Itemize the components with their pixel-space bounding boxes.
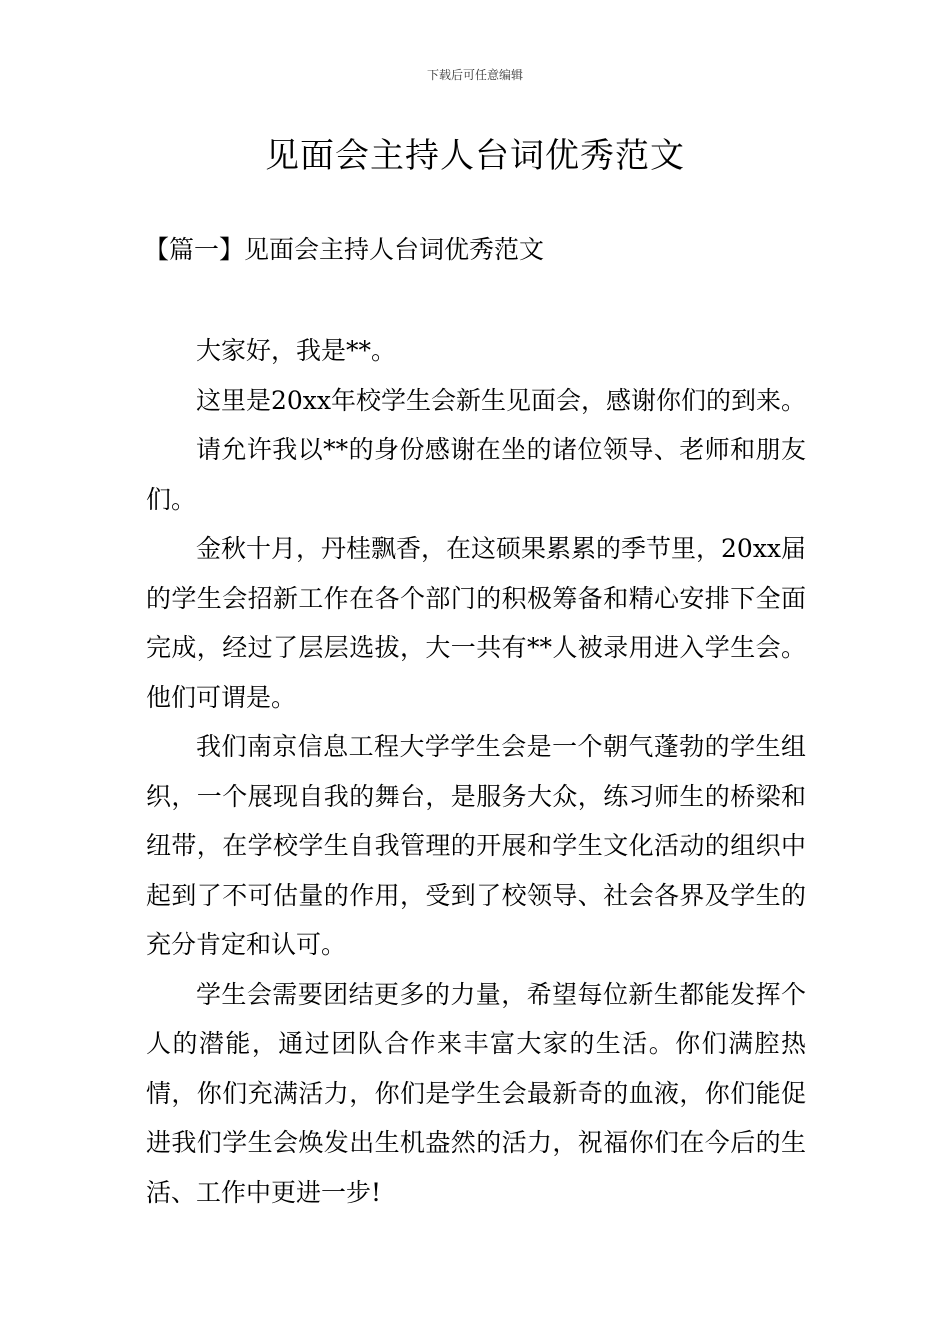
- paragraph-union-intro: 我们南京信息工程大学学生会是一个朝气蓬勃的学生组织，一个展现自我的舞台，是服务大众，练习师生的桥梁和纽带，在学校学生自我管理的开展和学生文化活动的组织中起到了不可估量的作用，受到了校领导、社会各界及学生的充分肯定和认可。: [146, 732, 806, 959]
- body-text: [146, 326, 806, 1217]
- paragraph-thanks: 请允许我以**的身份感谢在坐的诸位领导、老师和朋友们。: [146, 435, 806, 514]
- paragraph-greeting: 大家好，我是**。: [196, 336, 397, 365]
- paragraph-closing: 学生会需要团结更多的力量，希望每位新生都能发挥个人的潜能，通过团队合作来丰富大家的生活。你们满腔热情，你们充满活力，你们是学生会最新奇的血液，你们能促进我们学生会焕发出生机盎然的活力，祝福你们在今后的生活、工作中更进一步!: [146, 979, 806, 1207]
- header-note: 下载后可任意编辑: [426, 68, 523, 82]
- paragraph-recruitment: 金秋十月，丹桂飘香，在这硕果累累的季节里，20xx届的学生会招新工作在各个部门的积极筹备和精心安排下全面完成，经过了层层选拔，大一共有**人被录用进入学生会。他们可谓是。: [146, 534, 807, 712]
- paragraph-welcome: 这里是20xx年校学生会新生见面会，感谢你们的到来。: [196, 385, 807, 415]
- document-title: 见面会主持人台词优秀范文: [265, 136, 685, 176]
- section-heading: 【篇一】见面会主持人台词优秀范文: [144, 235, 545, 264]
